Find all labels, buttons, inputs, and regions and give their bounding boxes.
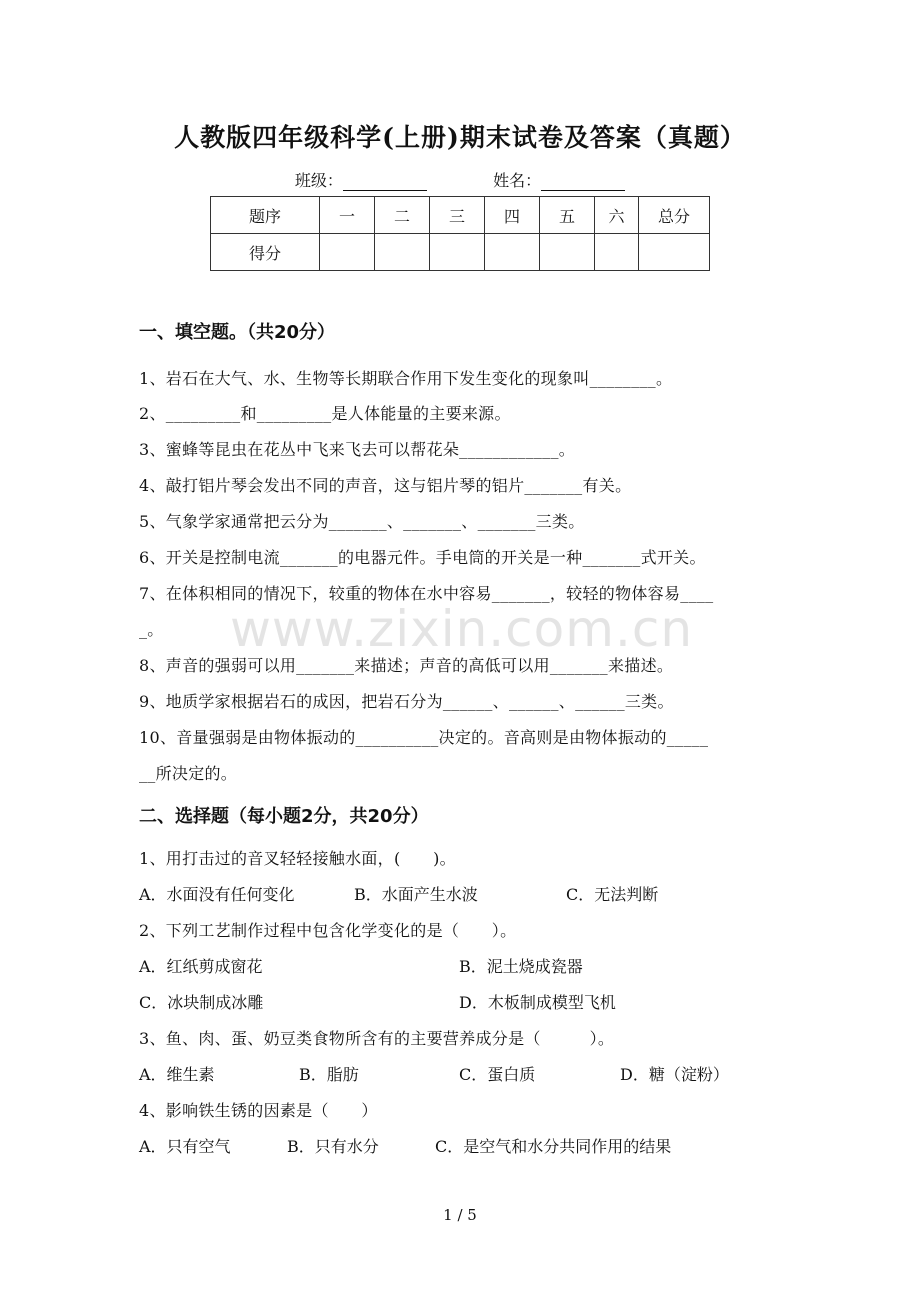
name-blank	[541, 172, 625, 191]
score-header-cell: 题序	[211, 197, 320, 234]
fill-question: 1、岩石在大气、水、生物等长期联合作用下发生变化的现象叫________。	[139, 369, 673, 388]
choice-question-1: 1、用打击过的音叉轻轻接触水面，( )。	[139, 849, 456, 868]
choice-option: B．泥土烧成瓷器	[459, 957, 583, 976]
class-blank	[343, 172, 427, 191]
choice-option: A．只有空气	[139, 1137, 231, 1156]
score-header-row	[211, 197, 710, 234]
fill-question: 2、_________和_________是人体能量的主要来源。	[139, 404, 511, 423]
score-cell	[375, 234, 430, 271]
name-label: 姓名：	[493, 171, 542, 190]
fill-question: 9、地质学家根据岩石的成因，把岩石分为______、______、______三类。	[139, 692, 674, 711]
fill-question: 3、蜜蜂等昆虫在花丛中飞来飞去可以帮花朵____________。	[139, 440, 576, 459]
score-cell	[540, 234, 595, 271]
score-header-cell: 四	[485, 197, 540, 234]
choice-question-4: 4、影响铁生锈的因素是（ ）	[139, 1101, 378, 1120]
score-cell	[430, 234, 485, 271]
fill-question-continued: __所决定的。	[139, 764, 238, 783]
choice-option: C．冰块制成冰雕	[139, 993, 264, 1012]
choice-option: B．水面产生水波	[354, 885, 478, 904]
page-number: 1 / 5	[443, 1206, 477, 1224]
choice-option: C．蛋白质	[459, 1065, 536, 1084]
fill-question: 5、气象学家通常把云分为_______、_______、_______三类。	[139, 512, 585, 531]
choice-option: B．脂肪	[299, 1065, 359, 1084]
fill-question: 4、敲打铝片琴会发出不同的声音，这与铝片琴的铝片_______有关。	[139, 476, 632, 495]
choice-question-2: 2、下列工艺制作过程中包含化学变化的是（ ）。	[139, 921, 517, 940]
score-row	[211, 234, 710, 271]
score-cell	[320, 234, 375, 271]
score-row-label: 得分	[211, 234, 320, 271]
score-header-cell: 二	[375, 197, 430, 234]
choice-option: A．维生素	[139, 1065, 215, 1084]
choice-option: A．红纸剪成窗花	[139, 957, 263, 976]
score-cell	[485, 234, 540, 271]
score-header-cell: 六	[595, 197, 639, 234]
class-label: 班级：	[294, 171, 343, 190]
choice-option: B．只有水分	[287, 1137, 379, 1156]
fill-question: 7、在体积相同的情况下，较重的物体在水中容易_______，较轻的物体容易____	[139, 584, 714, 603]
fill-question-continued: _。	[139, 620, 164, 639]
score-table	[210, 196, 710, 271]
score-cell	[639, 234, 710, 271]
choice-question-3: 3、鱼、肉、蛋、奶豆类食物所含有的主要营养成分是（ ）。	[139, 1029, 615, 1048]
choice-option: D．糖（淀粉）	[620, 1065, 729, 1084]
fill-question: 8、声音的强弱可以用_______来描述；声音的高低可以用_______来描述。	[139, 656, 674, 675]
score-header-cell: 五	[540, 197, 595, 234]
fill-question: 6、开关是控制电流_______的电器元件。手电筒的开关是一种_______式开关。	[139, 548, 706, 567]
score-header-cell: 一	[320, 197, 375, 234]
score-cell	[595, 234, 639, 271]
choice-option: D．木板制成模型飞机	[459, 993, 616, 1012]
choice-option: C．是空气和水分共同作用的结果	[435, 1137, 672, 1156]
page-title: 人教版四年级科学(上册)期末试卷及答案（真题）	[174, 123, 746, 152]
score-header-cell: 三	[430, 197, 485, 234]
watermark: www.zixin.com.cn	[230, 600, 694, 658]
section2-heading: 二、选择题（每小题2分，共20分）	[139, 806, 429, 827]
student-info	[0, 168, 920, 191]
score-header-cell: 总分	[639, 197, 710, 234]
fill-question: 10、音量强弱是由物体振动的__________决定的。音高则是由物体振动的_____	[139, 728, 709, 747]
choice-option: A．水面没有任何变化	[139, 885, 295, 904]
section1-heading: 一、填空题。（共20分）	[139, 322, 336, 343]
choice-option: C．无法判断	[566, 885, 659, 904]
